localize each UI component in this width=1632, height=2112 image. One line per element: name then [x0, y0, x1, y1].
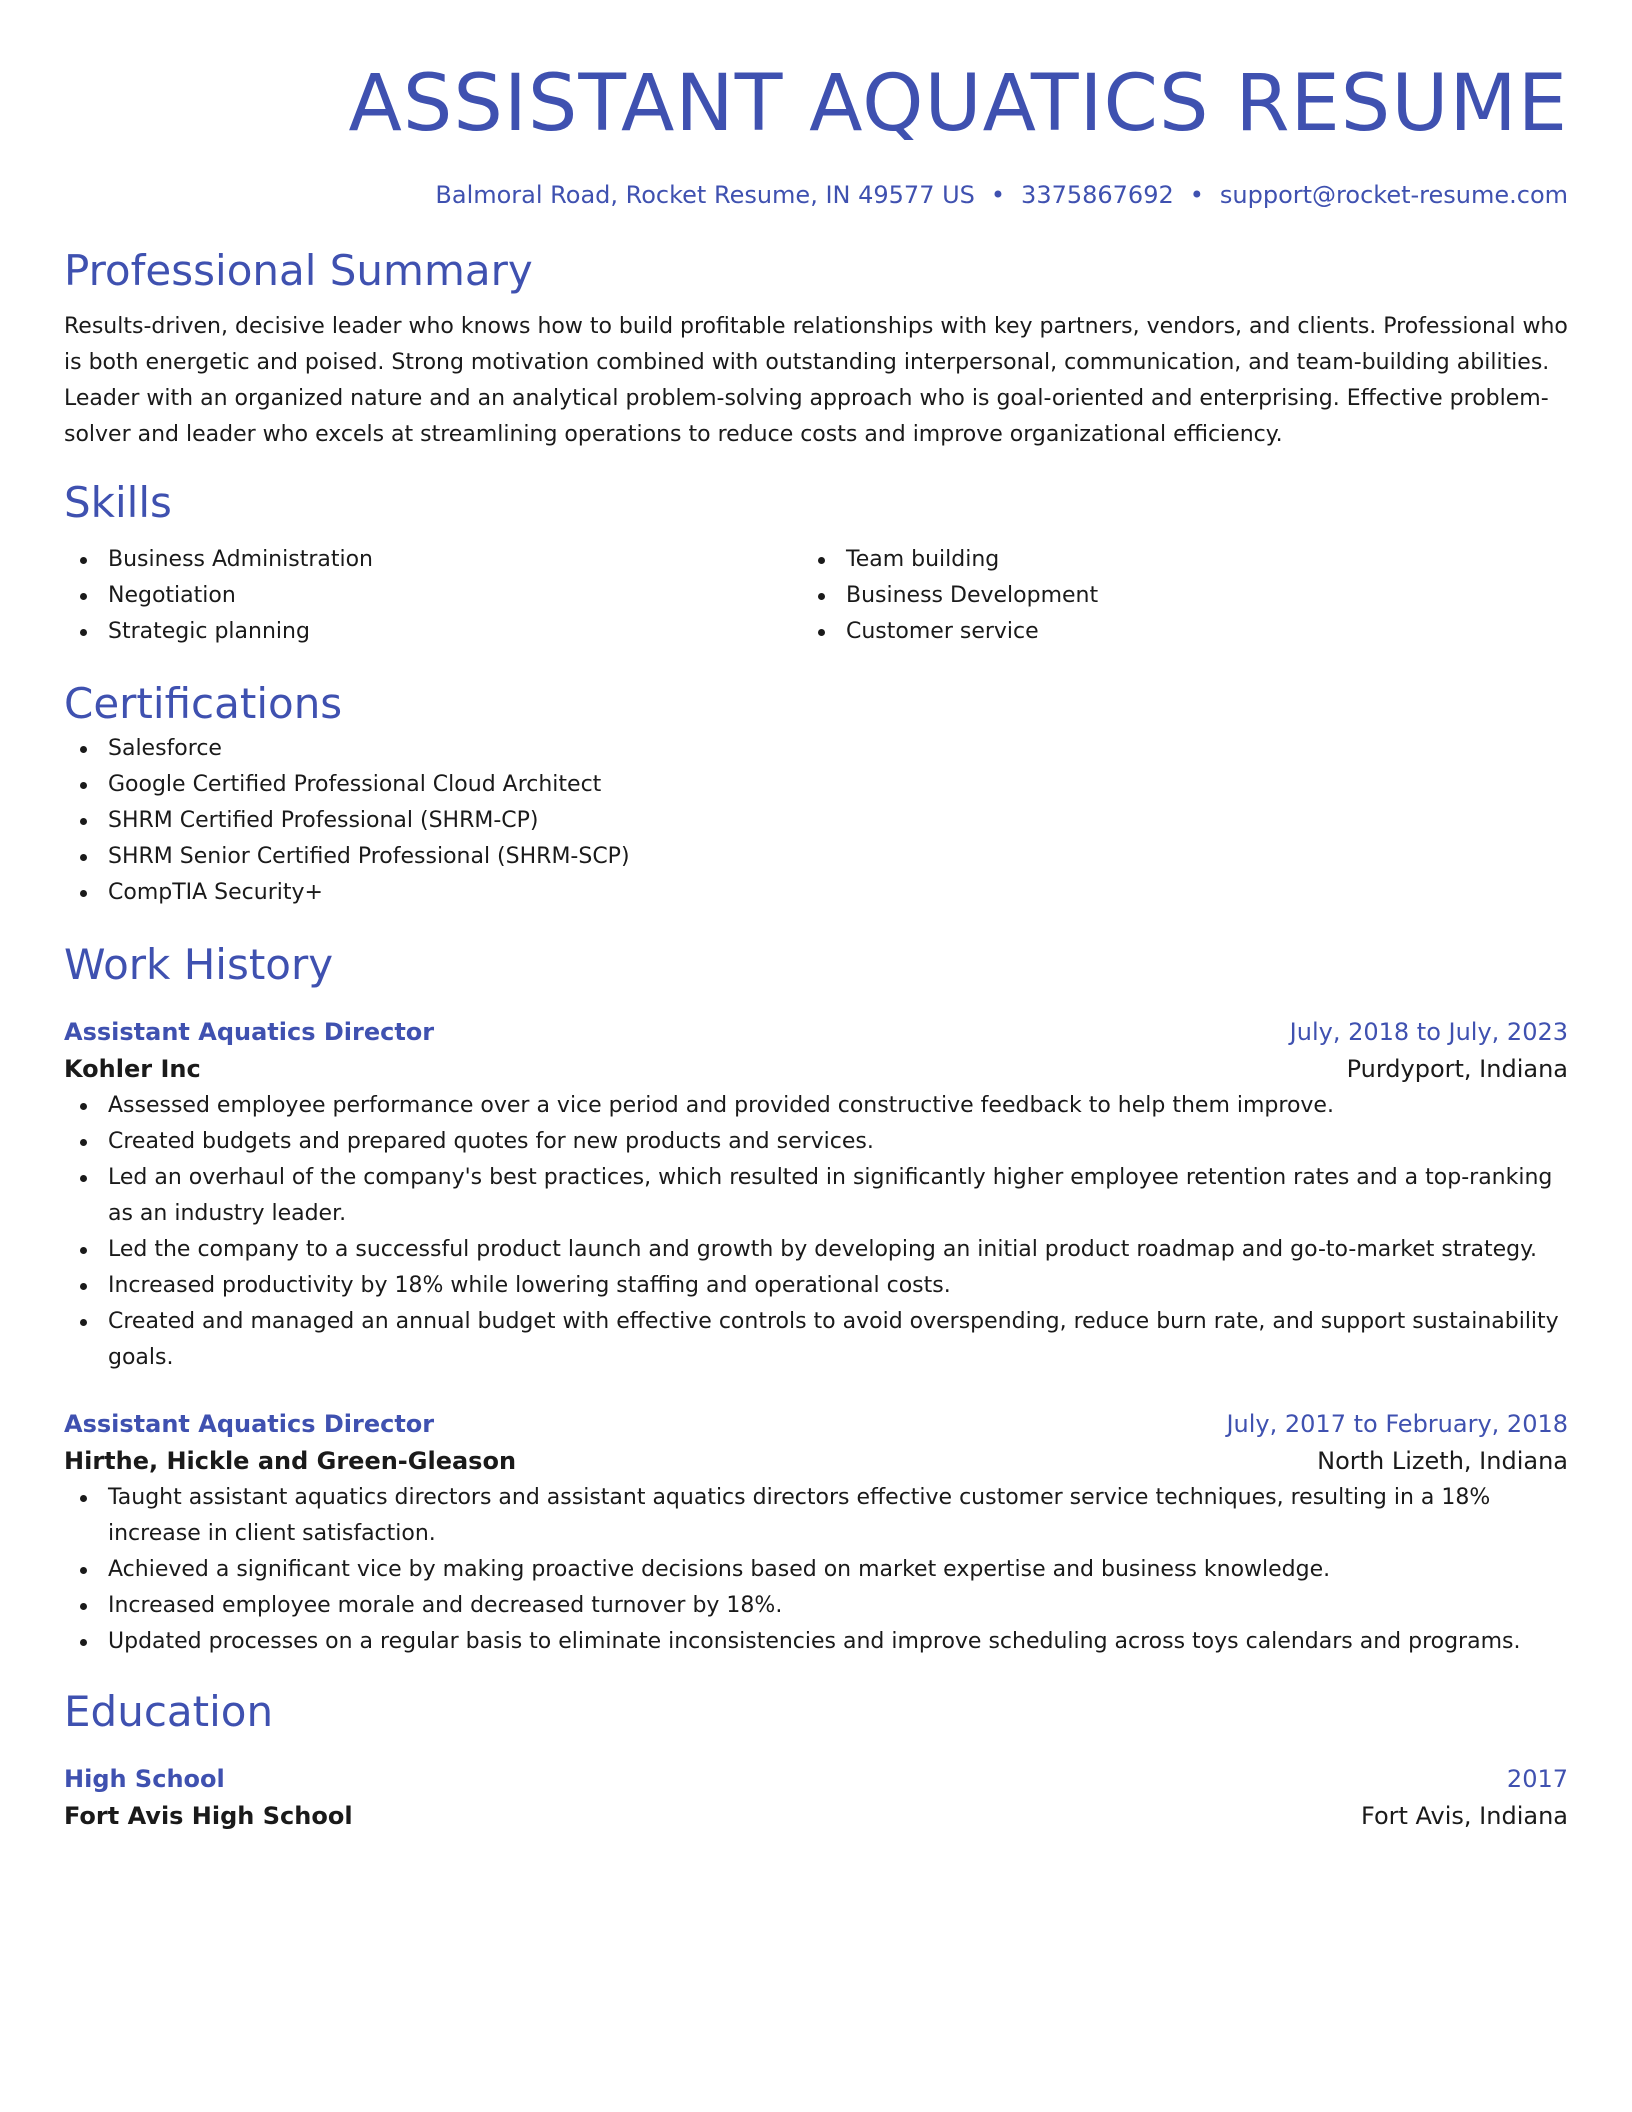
certifications-list [64, 731, 1568, 911]
job-dates: July, 2017 to February, 2018 [1226, 1410, 1568, 1438]
education-location: Fort Avis, Indiana [1361, 1802, 1568, 1830]
certification-item: Google Certified Professional Cloud Architect [64, 767, 1568, 803]
skill-item: Strategic planning [64, 614, 802, 650]
job-employer-row [64, 1442, 1568, 1480]
job-header-row [64, 1014, 1568, 1050]
job-bullets [64, 1088, 1568, 1376]
certification-item: Salesforce [64, 731, 1568, 767]
job-header-row [64, 1406, 1568, 1442]
contact-line [64, 179, 1568, 211]
job-employer: Hirthe, Hickle and Green-Gleason [64, 1447, 517, 1475]
job-location: Purdyport, Indiana [1346, 1055, 1568, 1083]
contact-phone: 3375867692 [1021, 181, 1174, 209]
education-year: 2017 [1506, 1765, 1568, 1793]
summary-text: Results-driven, decisive leader who knows how to build profitable relationships with key partners, vendors, and clients. Professional who is both energetic and poised. Strong motivation combined with outstanding interpersonal, communication, and team-building abilities. Leader with an organized nature and an analytical problem-solving approach who is goal-oriented and enterprising. Effective problem-solver and leader who excels at streamlining operations to reduce costs and improve organizational efficiency. [64, 314, 1568, 447]
job-dates: July, 2018 to July, 2023 [1289, 1018, 1568, 1046]
section-title-certifications: Certifications [64, 679, 343, 728]
job-entry [64, 1406, 1568, 1660]
job-bullet: Led an overhaul of the company's best practices, which resulted in significantly higher employee retention rates and a top-ranking as an industry leader. [64, 1160, 1568, 1232]
skills-list-right [802, 542, 1540, 650]
job-entry [64, 1014, 1568, 1376]
contact-separator: • [1189, 181, 1204, 209]
section-title-skills: Skills [64, 478, 172, 527]
section-title-work-history: Work History [64, 940, 334, 989]
job-bullet: Taught assistant aquatics directors and assistant aquatics directors effective customer service techniques, resulting in a 18% increase in client satisfaction. [64, 1480, 1568, 1552]
skill-item: Negotiation [64, 578, 802, 614]
section-title-summary: Professional Summary [64, 246, 533, 295]
skills-list-left [64, 542, 802, 650]
job-bullet: Achieved a significant vice by making proactive decisions based on market expertise and business knowledge. [64, 1552, 1568, 1588]
contact-separator: • [990, 181, 1006, 209]
education-degree: High School [64, 1765, 225, 1793]
job-employer-row [64, 1050, 1568, 1088]
education-header-row [64, 1761, 1568, 1797]
contact-address: Balmoral Road, Rocket Resume, IN 49577 US [435, 181, 975, 209]
education-school: Fort Avis High School [64, 1802, 353, 1830]
contact-email[interactable]: support@rocket-resume.com [1219, 181, 1568, 209]
job-location: North Lizeth, Indiana [1317, 1447, 1568, 1475]
skill-item: Team building [802, 542, 1540, 578]
job-bullet: Increased employee morale and decreased turnover by 18%. [64, 1588, 1568, 1624]
education-entry [64, 1761, 1568, 1835]
job-bullet: Led the company to a successful product launch and growth by developing an initial product roadmap and go-to-market strategy. [64, 1232, 1568, 1268]
skill-item: Business Administration [64, 542, 802, 578]
job-bullet: Created budgets and prepared quotes for new products and services. [64, 1124, 1568, 1160]
certification-item: SHRM Certified Professional (SHRM-CP) [64, 803, 1568, 839]
section-title-education: Education [64, 1687, 274, 1736]
job-employer: Kohler Inc [64, 1055, 201, 1083]
job-role: Assistant Aquatics Director [64, 1018, 435, 1046]
job-bullet: Increased productivity by 18% while lowering staffing and operational costs. [64, 1268, 1568, 1304]
job-role: Assistant Aquatics Director [64, 1410, 435, 1438]
job-bullet: Created and managed an annual budget with effective controls to avoid overspending, reduce burn rate, and support sustainability goals. [64, 1304, 1568, 1376]
resume-title: ASSISTANT AQUATICS RESUME [348, 59, 1568, 149]
job-bullet: Updated processes on a regular basis to eliminate inconsistencies and improve scheduling across toys calendars and programs. [64, 1624, 1568, 1660]
skill-item: Customer service [802, 614, 1540, 650]
certification-item: CompTIA Security+ [64, 875, 1568, 911]
skills-grid [64, 542, 1568, 650]
job-bullet: Assessed employee performance over a vice period and provided constructive feedback to help them improve. [64, 1088, 1568, 1124]
certification-item: SHRM Senior Certified Professional (SHRM-SCP) [64, 839, 1568, 875]
job-bullets [64, 1480, 1568, 1660]
education-school-row [64, 1797, 1568, 1835]
skill-item: Business Development [802, 578, 1540, 614]
